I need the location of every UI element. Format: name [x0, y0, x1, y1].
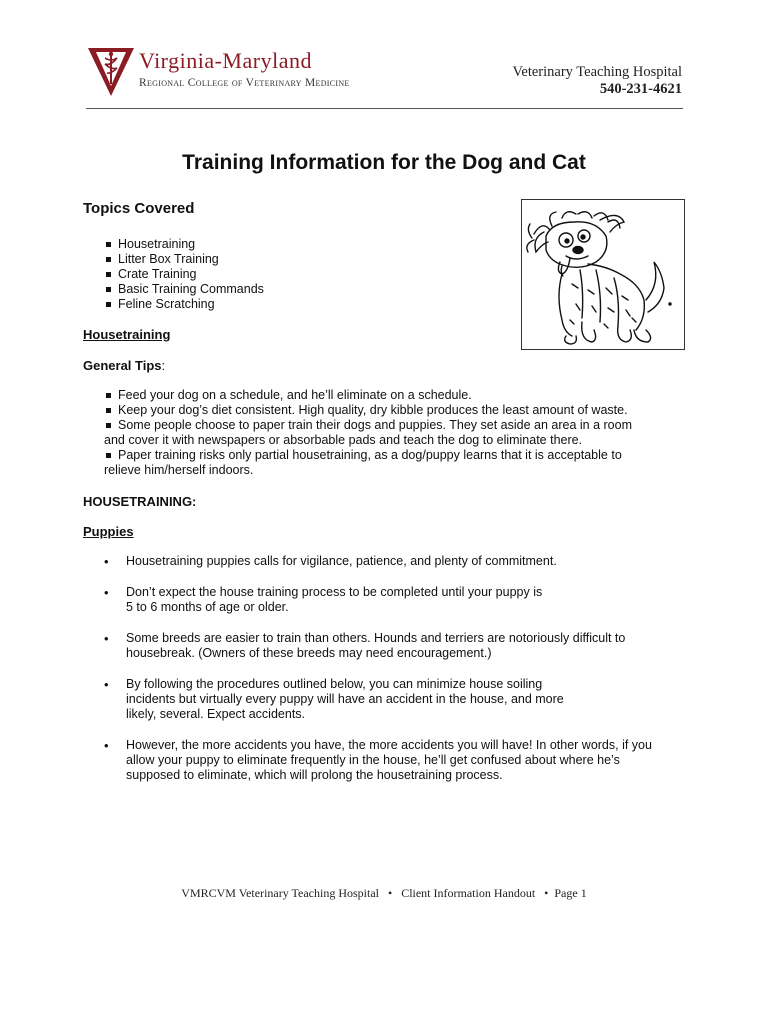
hospital-contact — [513, 64, 682, 98]
caduceus-shield-icon — [86, 46, 136, 98]
line: Some people choose to paper train their dogs and puppies. They set aside an area in a room — [118, 418, 632, 432]
general-tips-heading: General Tips: — [83, 358, 166, 373]
list-item: Litter Box Training — [104, 252, 264, 267]
org-subtitle: Regional College of Veterinary Medicine — [139, 77, 350, 89]
document-title: Training Information for the Dog and Cat — [182, 151, 586, 174]
line: 5 to 6 months of age or older. — [126, 600, 289, 614]
line: and cover it with newspapers or absorbable pads and teach the dog to eliminate there. — [104, 433, 583, 447]
org-title: Virginia-Maryland — [139, 48, 312, 73]
list-item — [104, 418, 684, 448]
line: • Don’t expect the house training process to be completed until your puppy is — [126, 585, 543, 599]
puppies-heading: Puppies — [83, 524, 134, 539]
line: supposed to eliminate, which will prolong the housetraining process. — [126, 768, 503, 782]
line: Feed your dog on a schedule, and he’ll eliminate on a schedule. — [118, 388, 472, 402]
topics-heading: Topics Covered — [83, 200, 195, 217]
topics-list — [104, 237, 264, 312]
line: Paper training risks only partial housetraining, as a dog/puppy learns that it is acceptable to — [118, 448, 622, 462]
list-item — [104, 448, 684, 478]
list-item — [104, 403, 684, 418]
list-item: Crate Training — [104, 267, 264, 282]
line: allow your puppy to eliminate frequently in the house, he’ll get confused about where he’s — [126, 753, 620, 767]
line: • Housetraining puppies calls for vigilance, patience, and plenty of commitment. — [126, 554, 557, 568]
line: Keep your dog’s diet consistent. High quality, dry kibble produces the least amount of waste. — [118, 403, 628, 417]
list-item — [104, 585, 694, 615]
college-logo — [86, 46, 386, 98]
list-item — [104, 738, 694, 783]
general-tips-list — [104, 388, 684, 478]
header-divider — [86, 108, 683, 109]
list-item — [104, 631, 694, 661]
list-item — [104, 554, 694, 569]
housetraining-caps-heading: HOUSETRAINING: — [83, 494, 197, 509]
dog-cartoon-image — [521, 199, 685, 350]
general-tips-label: General Tips — [83, 358, 162, 373]
list-item — [104, 388, 684, 403]
line: • Some breeds are easier to train than others. Hounds and terriers are notoriously difficult to — [126, 631, 626, 645]
list-item: Feline Scratching — [104, 297, 264, 312]
line: • However, the more accidents you have, the more accidents you will have! In other words, if you — [126, 738, 652, 752]
list-item: Housetraining — [104, 237, 264, 252]
list-item — [104, 677, 694, 722]
line: likely, several. Expect accidents. — [126, 707, 306, 721]
puppies-list — [104, 554, 694, 799]
line: housebreak. (Owners of these breeds may need encouragement.) — [126, 646, 492, 660]
line: relieve him/herself indoors. — [104, 463, 254, 477]
page-footer: VMRCVM Veterinary Teaching Hospital • Client Information Handout • Page 1 — [181, 886, 587, 900]
hospital-name: Veterinary Teaching Hospital — [512, 64, 682, 80]
line: • By following the procedures outlined below, you can minimize house soiling — [126, 677, 543, 691]
line: incidents but virtually every puppy will have an accident in the house, and more — [126, 692, 564, 706]
dog-illustration-icon — [522, 200, 684, 349]
housetraining-heading: Housetraining — [83, 327, 171, 342]
hospital-phone: 540-231-4621 — [599, 81, 682, 97]
list-item: Basic Training Commands — [104, 282, 264, 297]
